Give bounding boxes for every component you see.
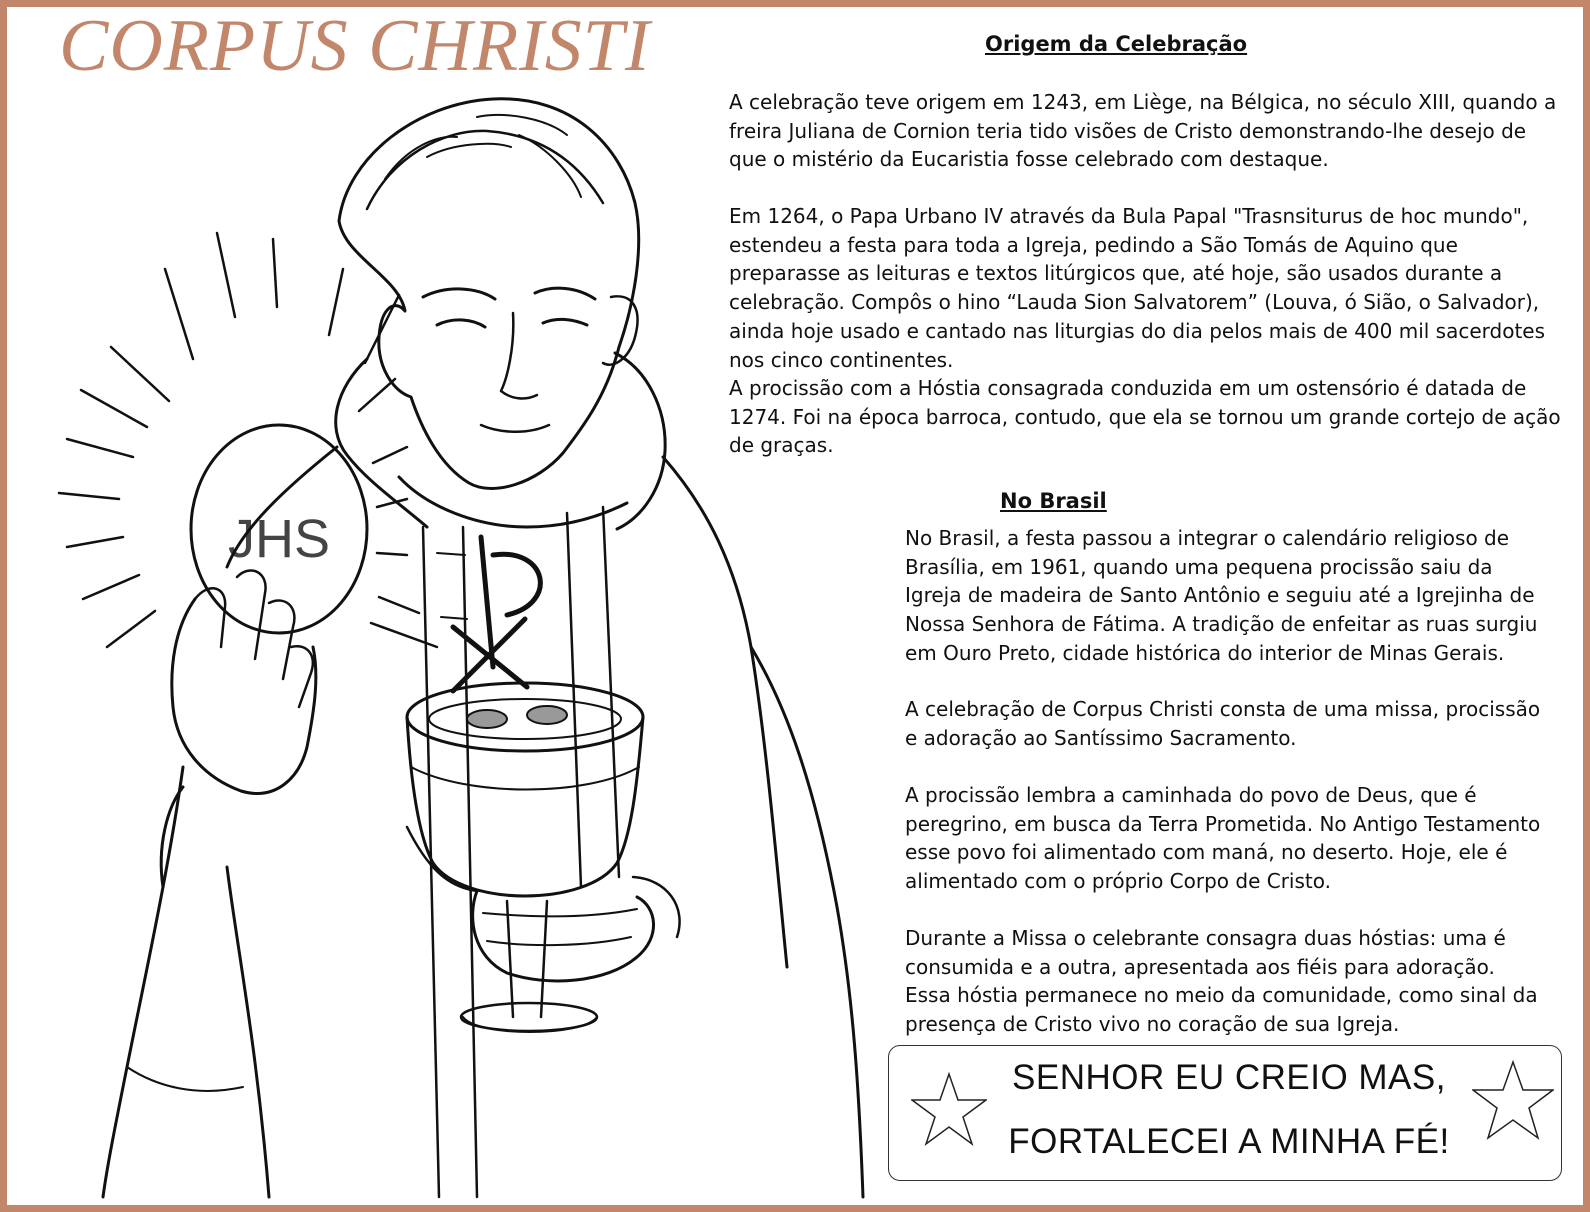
- brasil-heading: No Brasil: [1000, 489, 1107, 513]
- motto-line-2: FORTALECEI A MINHA FÉ!: [1008, 1122, 1450, 1161]
- origin-paragraph: A procissão com a Hóstia consagrada conduzida em um ostensório é datada de 1274. Foi na época barroca, contudo, que ela se tornou um grande cortejo de ação de graças.: [729, 376, 1561, 458]
- host-rays: [59, 233, 437, 647]
- brasil-paragraph: A procissão lembra a caminhada do povo de Deus, que é peregrino, em busca da Terra Prometida. No Antigo Testamento esse povo foi alimentado com maná, no deserto. Hoje, ele é alimentado com o próprio Corpo de Cristo.: [905, 783, 1541, 894]
- priest-illustration: [7, 7, 907, 1205]
- motto-box: [888, 1045, 1562, 1181]
- chalice-rim: [407, 683, 643, 751]
- origin-paragraph: A celebração teve origem em 1243, em Liège, na Bélgica, no século XIII, quando a freira Juliana de Cornion teria tido visões de Cristo demonstrando-lhe desejo de que o mistério da Eucaristia fosse celebrado com destaque.: [729, 90, 1557, 172]
- motto-line-1: SENHOR EU CREIO MAS,: [1012, 1058, 1446, 1097]
- origin-heading: Origem da Celebração: [985, 32, 1248, 56]
- brasil-paragraph: No Brasil, a festa passou a integrar o calendário religioso de Brasília, em 1961, quando uma pequena procissão saiu da Igreja de madeira de Santo Antônio e seguiu até a Igrejinha de Nossa Senhora de Fátima. A tradição de enfeitar as ruas surgiu em Ouro Preto, cidade histórica do interior de Minas Gerais.: [905, 526, 1538, 665]
- star-right-icon: [1472, 1060, 1554, 1140]
- page-title: CORPUS CHRISTI: [59, 5, 651, 87]
- brasil-paragraph: Durante a Missa o celebrante consagra duas hóstias: uma é consumida e a outra, apresentada aos fiéis para adoração. Essa hóstia permanece no meio da comunidade, como sinal da presença de Cristo vivo no coração de sua Igreja.: [905, 926, 1538, 1037]
- origin-paragraph: Em 1264, o Papa Urbano IV através da Bula Papal "Trasnsiturus de hoc mundo", estendeu a festa para toda a Igreja, pedindo a São Tomás de Aquino que preparasse as leituras e textos litúrgicos que, até hoje, são usados durante a celebração. Compôs o hino “Lauda Sion Salvatorem” (Louva, ó Sião, o Salvador), ainda hoje usado e cantado nas liturgias do dia pelos mais de 400 mil sacerdotes nos cinco continentes.: [729, 204, 1546, 372]
- host-inscription: JHS: [227, 509, 331, 569]
- brasil-paragraph: A celebração de Corpus Christi consta de uma missa, procissão e adoração ao Santíssimo Sacramento.: [905, 697, 1541, 750]
